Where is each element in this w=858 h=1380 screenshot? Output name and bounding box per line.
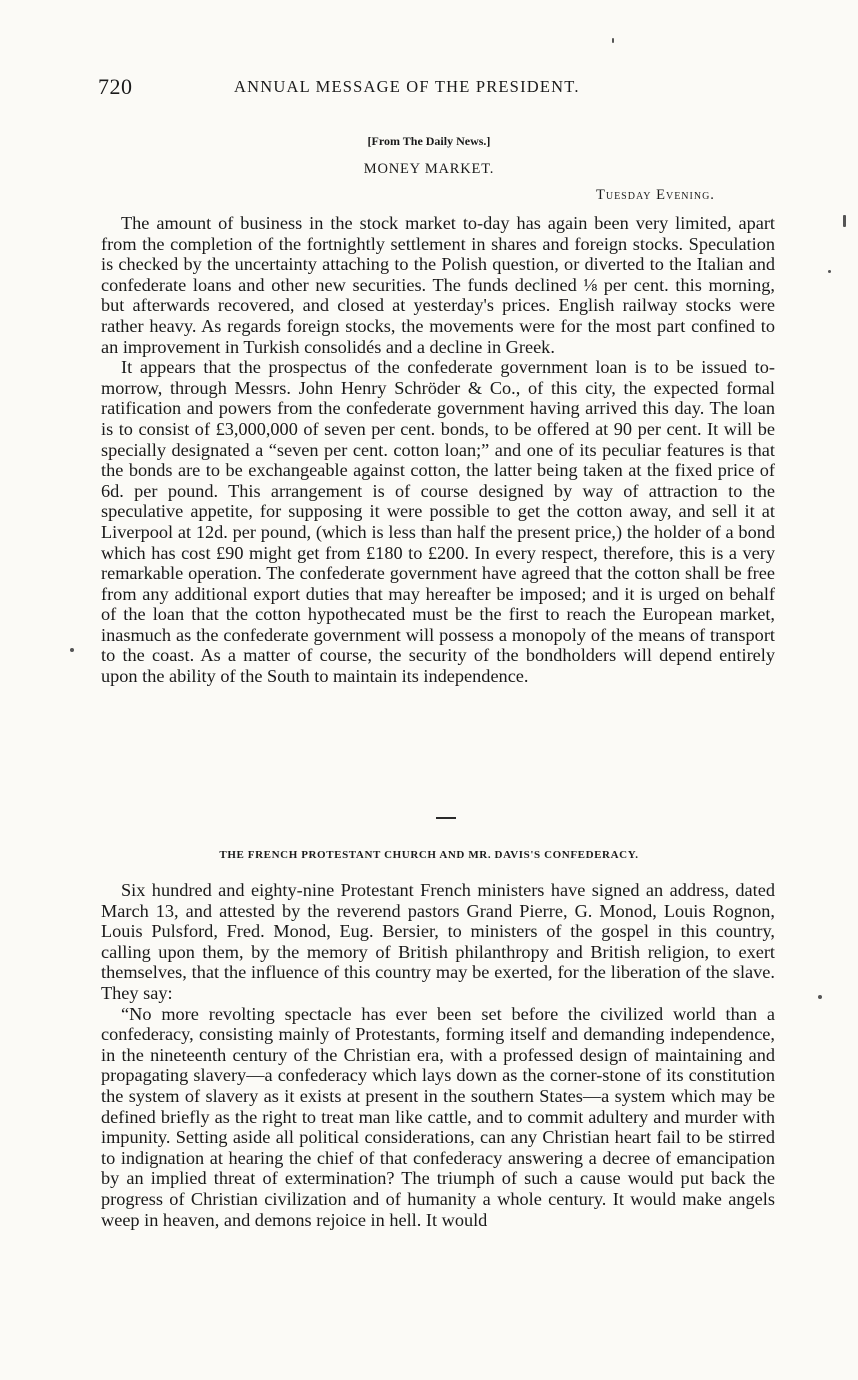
paragraph: It appears that the prospectus of the confederate government loan is to be issued to-morrow, through Messrs. John Henry Schröder & Co., of this city, the expected formal ratification and powers from the confederate government having arrived this day. The loan is to consist of £3,000,000 of seven per cent. bonds, to be offered at 90 per cent. It will be specially designated a “seven per cent. cotton loan;” and one of its peculiar features is that the bonds are to be exchangeable against cotton, the latter being taken at the fixed price of 6d. per pound. This arrangement is of course designed by way of attraction to the speculative appetite, for supposing it were possible to get the cotton away, and sell it at Liverpool at 12d. per pound, (which is less than half the present price,) the holder of a bond which has cost £90 might get from £180 to £200. In every respect, therefore, this is a very remarkable operation. The confederate government have agreed that the cotton shall be free from any additional export duties that may hereafter be imposed; and it is urged on behalf of the loan that the cotton hypothecated must be the first to reach the European market, inasmuch as the confederate government will possess a monopoly of the means of transport to the coast. As a matter of course, the security of the bondholders will depend entirely upon the ability of the South to maintain its independence. [101, 357, 775, 687]
section-divider [436, 817, 456, 819]
page-header [98, 74, 778, 104]
scan-speck [843, 215, 846, 227]
paragraph: Six hundred and eighty-nine Protestant French ministers have signed an address, dated March 13, and attested by the reverend pastors Grand Pierre, G. Monod, Louis Rognon, Louis Pulsford, Fred. Monod, Eug. Bersier, to ministers of the gospel in this country, calling upon them, by the memory of British philanthropy and British religion, to exert themselves, that the influence of this country may be exerted, for the liberation of the slave. They say: [101, 880, 775, 1003]
money-market-article [101, 213, 775, 687]
paragraph: “No more revolting spectacle has ever been set before the civilized world than a confederacy, consisting mainly of Protestants, forming itself and demanding independence, in the nineteenth century of the Christian era, with a professed design of maintaining and propagating slavery—a confederacy which lays down as the corner-stone of its constitution the system of slavery as it exists at present in the southern States—a system which may be defined briefly as the right to treat man like cattle, and to commit adultery and murder with impunity. Setting aside all political considerations, can any Christian heart fail to be stirred to indignation at hearing the chief of that confederacy answering a decree of emancipation by an implied threat of extermination? The triumph of such a cause would put back the progress of Christian civilization and of humanity a whole century. It would make angels weep in heaven, and demons rejoice in hell. It would [101, 1003, 775, 1230]
running-title: ANNUAL MESSAGE OF THE PRESIDENT. [234, 77, 580, 96]
dateline: Tuesday Evening. [596, 187, 715, 203]
scan-speck [70, 648, 74, 652]
scan-speck [828, 270, 831, 273]
paragraph: The amount of business in the stock market to-day has again been very limited, apart from the completion of the fortnightly settlement in shares and foreign stocks. Speculation is checked by the uncertainty attaching to the Polish question, or diverted to the Italian and confederate loans and other new securities. The funds declined ⅛ per cent. this morning, but afterwards recovered, and closed at yesterday's prices. English railway stocks were rather heavy. As regards foreign stocks, the movements were for the most part confined to an improvement in Turkish consolidés and a decline in Greek. [101, 213, 775, 357]
french-church-article [101, 880, 775, 1230]
article-title: THE FRENCH PROTESTANT CHURCH AND MR. DAVIS'S CONFEDERACY. [219, 849, 639, 861]
page-number: 720 [98, 74, 133, 99]
source-note: [From The Daily News.] [367, 134, 491, 148]
scan-speck [612, 38, 614, 43]
scan-speck [818, 995, 822, 999]
section-title: MONEY MARKET. [363, 161, 495, 177]
